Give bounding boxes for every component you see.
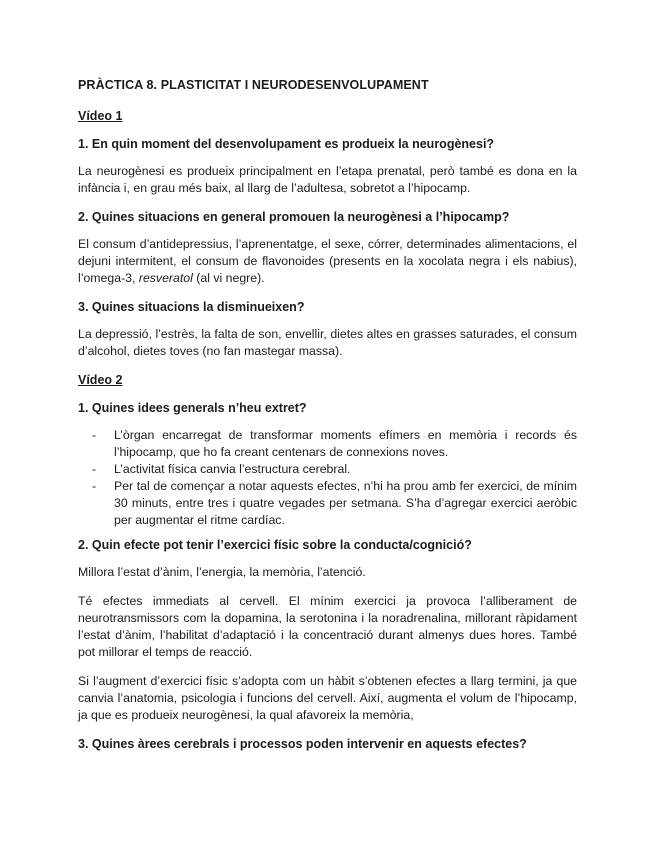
video2-idea-list — [78, 427, 577, 529]
video1-question-1: 1. En quin moment del desenvolupament es produeix la neurogènesi? — [78, 137, 495, 151]
video2-heading: Vídeo 2 — [78, 373, 123, 387]
video2-answer-2-paragraph-1: Millora l’estat d’ànim, l’energia, la memòria, l’atenció. — [78, 565, 366, 579]
video2-question-3: 3. Quines àrees cerebrals i processos poden intervenir en aquests efectes? — [78, 737, 527, 751]
answer-italic-term: resveratol — [138, 271, 193, 285]
list-item: - Per tal de començar a notar aquests efectes, n’hi ha prou amb fer exercici, de mínim 30 minuts, entre tres i quatre vegades per setmana. S’ha d’agregar exercici aeròbic per augmentar el ritme cardíac. — [114, 478, 577, 529]
video2-answer-2-paragraph-2: Té efectes immediats al cervell. El mínim exercici ja provoca l’alliberament de neurotransmissors com la dopamina, la serotonina i la noradrenalina, millorant ràpidament l’estat d’ànim, l’habilitat d’adaptació i la concentració durant almenys dues hores. També pot millorar el temps de reacció. — [78, 594, 577, 659]
video1-heading: Vídeo 1 — [78, 109, 123, 123]
answer-text: El consum d’antidepressius, l’aprenentatge, el sexe, córrer, determinades alimentacions, el dejuni intermitent, el consum de flavonoides (presents en la xocolata negra i els nabius), l’omega-3, — [78, 237, 577, 285]
list-item: - L’activitat física canvia l’estructura cerebral. — [114, 461, 577, 478]
video1-question-3: 3. Quines situacions la disminueixen? — [78, 300, 305, 314]
video1-answer-3: La depressió, l’estrès, la falta de son, envellir, dietes altes en grasses saturades, el consum d’alcohol, dietes toves (no fan mastegar massa). — [78, 327, 577, 358]
video1-question-2: 2. Quines situacions en general promouen la neurogènesi a l’hipocamp? — [78, 210, 510, 224]
video2-answer-2-paragraph-3: Si l’augment d’exercici físic s’adopta com un hàbit s’obtenen efectes a llarg termini, ja que canvia l’anatomia, psicologia i funcions del cervell. Així, augmenta el volum de l’hipocamp, ja que es produeix neurogènesi, la qual afavoreix la memòria, — [78, 674, 577, 722]
video1-answer-1: La neurogènesi es produeix principalment en l’etapa prenatal, però també es dona en la infància i, en grau més baix, al llarg de l’adultesa, sobretot a l’hipocamp. — [78, 164, 577, 195]
video2-question-2: 2. Quin efecte pot tenir l’exercici físic sobre la conducta/cognició? — [78, 538, 472, 552]
video1-answer-2 — [78, 236, 577, 287]
list-item: - L’òrgan encarregat de transformar moments efímers en memòria i records és l’hipocamp, que ho fa creant centenars de connexions noves. — [114, 427, 577, 461]
video2-question-1: 1. Quines idees generals n’heu extret? — [78, 401, 307, 415]
answer-text: (al vi negre). — [192, 271, 265, 285]
page-title: PRÀCTICA 8. PLASTICITAT I NEURODESENVOLUPAMENT — [78, 78, 429, 92]
